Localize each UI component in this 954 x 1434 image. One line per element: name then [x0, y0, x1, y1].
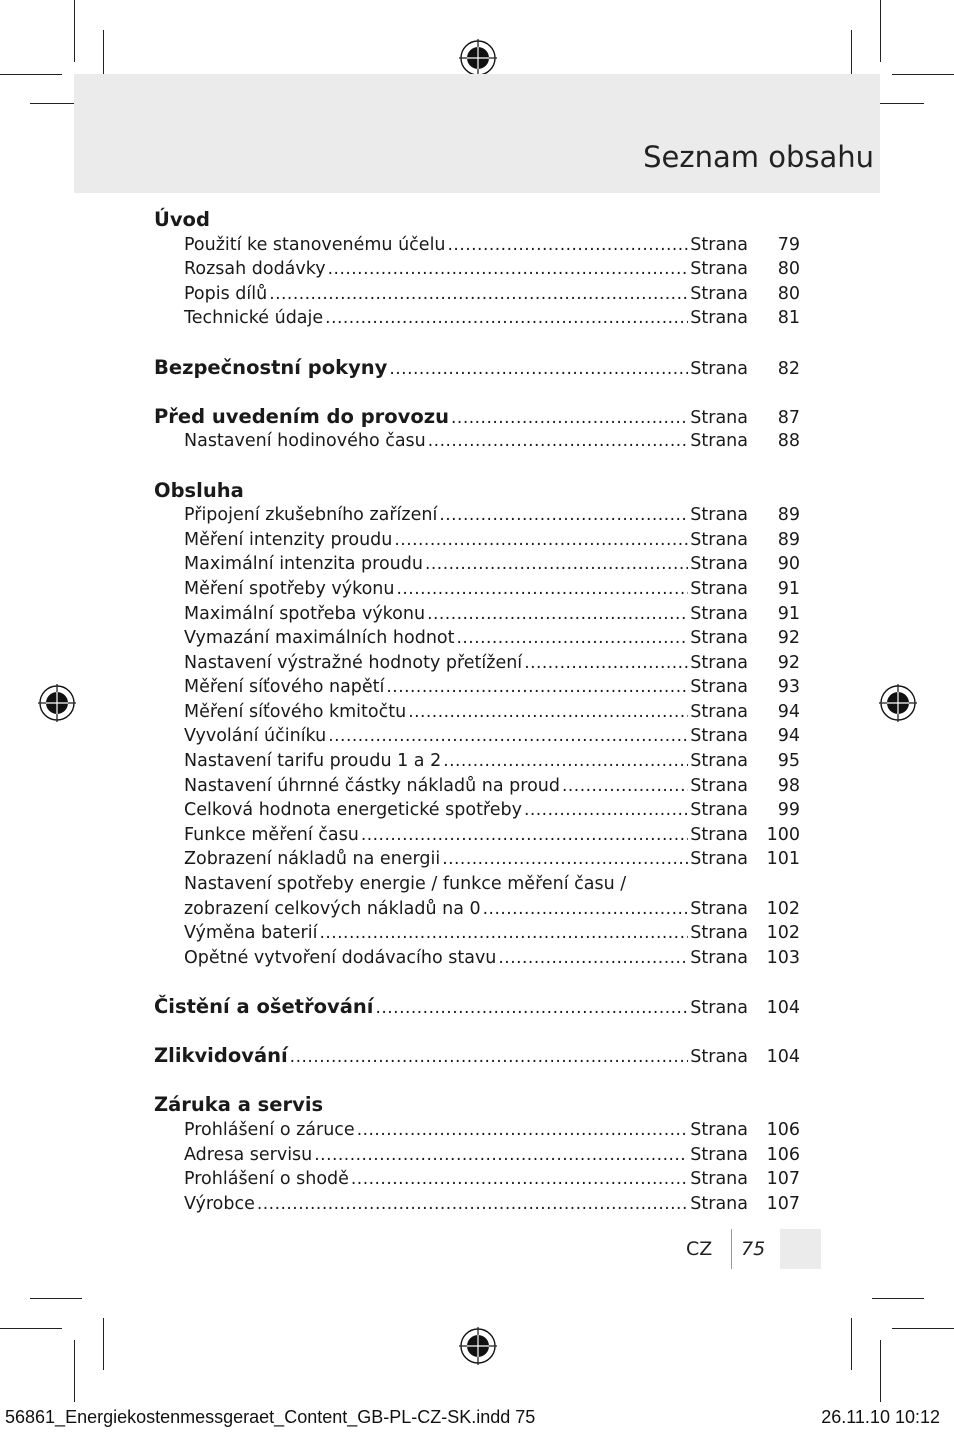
- toc-entry-label: Adresa servisu: [184, 1144, 313, 1165]
- toc-section: [154, 1044, 800, 1069]
- toc-page-prefix: Strana: [690, 1193, 748, 1214]
- toc-leader-dots: [498, 946, 688, 971]
- toc-section: [154, 405, 800, 454]
- toc-page-prefix: Strana: [690, 1119, 748, 1140]
- toc-page-prefix: Strana: [690, 701, 748, 722]
- toc-leader-dots: [427, 602, 688, 627]
- toc-section-heading: [154, 1044, 800, 1069]
- toc-entry-label: Zlikvidování: [154, 1044, 288, 1068]
- toc-entry-label: Technické údaje: [184, 308, 324, 329]
- toc-page-number: 90: [777, 554, 800, 575]
- toc-entry-label: Maximální spotřeba výkonu: [184, 603, 426, 624]
- toc-entry: [154, 724, 800, 749]
- toc-entry-label: Vyvolání účiníku: [184, 726, 327, 747]
- toc-page-number: 92: [777, 628, 800, 649]
- toc-leader-dots: [357, 1118, 689, 1143]
- thumb-tab: [780, 1229, 821, 1269]
- toc-leader-dots: [257, 1192, 688, 1217]
- page-title: Seznam obsahu: [643, 140, 874, 174]
- toc-page-number: 91: [777, 578, 800, 599]
- toc-entry: [154, 798, 800, 823]
- toc-entry-label: Rozsah dodávky: [184, 259, 326, 280]
- toc-page-number: 91: [777, 603, 800, 624]
- toc-leader-dots: [451, 406, 688, 431]
- toc-leader-dots: [396, 577, 688, 602]
- toc-entry: [154, 847, 800, 872]
- registration-mark-icon: [458, 38, 498, 78]
- toc-page-prefix: Strana: [690, 652, 748, 673]
- registration-mark-icon: [458, 1326, 498, 1366]
- toc-entry: [154, 921, 800, 946]
- crop-mark: [0, 74, 62, 75]
- toc-entry: [154, 946, 800, 971]
- crop-mark: [892, 1328, 954, 1329]
- toc-entry-label: Nastavení výstražné hodnoty přetížení: [184, 652, 523, 673]
- toc-entry-label: Nastavení úhrnné částky nákladů na proud: [184, 775, 560, 796]
- toc-leader-dots: [448, 233, 689, 258]
- toc-page-prefix: Strana: [690, 824, 748, 845]
- toc-entry-label: Použití ke stanovenému účelu: [184, 234, 446, 255]
- toc-entry: [154, 651, 800, 676]
- toc-page-prefix: Strana: [690, 751, 748, 772]
- toc-entry-label: Celková hodnota energetické spotřeby: [184, 800, 522, 821]
- toc-entry: [154, 823, 800, 848]
- toc-leader-dots: [314, 1143, 688, 1168]
- crop-mark: [851, 1318, 852, 1370]
- toc-leader-dots: [524, 798, 688, 823]
- toc-entry: [154, 233, 800, 258]
- slug-datetime: 26.11.10 10:12: [821, 1407, 940, 1427]
- toc-entry-label: Zobrazení nákladů na energii: [184, 849, 441, 870]
- toc-page-prefix: Strana: [690, 1047, 748, 1068]
- toc-page-number: 104: [766, 998, 800, 1018]
- toc-page-prefix: Strana: [690, 259, 748, 280]
- toc-page-prefix: Strana: [690, 1169, 748, 1190]
- crop-mark: [74, 1340, 75, 1402]
- toc-entry-line: Nastavení spotřeby energie / funkce měření času /: [184, 874, 627, 895]
- toc-page-number: 89: [777, 529, 800, 550]
- toc-page-number: 92: [777, 652, 800, 673]
- registration-mark-icon: [878, 683, 918, 723]
- toc-page-prefix: Strana: [690, 603, 748, 624]
- registration-mark-icon: [37, 683, 77, 723]
- toc-page-prefix: Strana: [690, 800, 748, 821]
- toc-section-title: Úvod: [154, 208, 210, 231]
- toc-section: [154, 1093, 800, 1216]
- toc-page-prefix: Strana: [690, 554, 748, 575]
- toc-entry-label: zobrazení celkových nákladů na 0: [184, 898, 481, 919]
- toc-page-prefix: Strana: [690, 677, 748, 698]
- toc-page-number: 102: [766, 923, 800, 944]
- toc-page-number: 79: [777, 234, 800, 255]
- toc-page-prefix: Strana: [690, 283, 748, 304]
- toc-entry-label: Funkce měření času: [184, 824, 359, 845]
- toc-entry: [154, 700, 800, 725]
- toc-entry: [154, 1167, 800, 1192]
- toc-leader-dots: [456, 626, 688, 651]
- toc-entry: [154, 626, 800, 651]
- toc-leader-dots: [290, 1045, 689, 1070]
- toc-entry: [154, 1192, 800, 1217]
- toc-leader-dots: [562, 774, 688, 799]
- toc-leader-dots: [351, 1167, 688, 1192]
- toc-page-number: 87: [777, 407, 800, 428]
- toc-entry: [154, 528, 800, 553]
- toc-page-number: 80: [777, 283, 800, 304]
- toc-page-prefix: Strana: [690, 923, 748, 944]
- toc-section: [154, 208, 800, 331]
- toc-section-title: Záruka a servis: [154, 1093, 324, 1117]
- toc-entry-label: Opětné vytvoření dodávacího stavu: [184, 947, 497, 968]
- toc-page-number: 95: [777, 751, 800, 772]
- toc-page-prefix: Strana: [690, 849, 748, 870]
- toc-leader-dots: [524, 651, 688, 676]
- toc-page-prefix: Strana: [690, 505, 748, 526]
- toc-page-number: 99: [777, 800, 800, 821]
- toc-page-prefix: Strana: [690, 407, 748, 428]
- toc-leader-dots: [428, 429, 689, 454]
- toc-page-prefix: Strana: [690, 358, 748, 379]
- page-number: 75: [741, 1238, 766, 1260]
- toc-entry: [154, 306, 800, 331]
- toc-entry-label: Bezpečnostní pokyny: [154, 355, 388, 379]
- toc-page-number: 94: [777, 701, 800, 722]
- toc-page-prefix: Strana: [690, 628, 748, 649]
- toc-entry-label: Prohlášení o záruce: [184, 1119, 355, 1140]
- toc-page-prefix: Strana: [690, 947, 748, 968]
- toc-leader-dots: [425, 552, 688, 577]
- toc-entry-label: Čistění a ošetřování: [154, 995, 374, 1018]
- toc-entry-label: Výměna baterií: [184, 923, 318, 944]
- toc-leader-dots: [408, 700, 688, 725]
- toc-entry: [154, 1143, 800, 1168]
- toc-entry-label: Před uvedením do provozu: [154, 404, 450, 428]
- toc-entry-label: Měření spotřeby výkonu: [184, 578, 395, 599]
- toc-leader-dots: [394, 528, 688, 553]
- toc-leader-dots: [483, 897, 689, 922]
- toc-entry-label: Popis dílů: [184, 283, 268, 304]
- toc-page-prefix: Strana: [690, 898, 748, 919]
- toc-leader-dots: [325, 306, 688, 331]
- crop-mark: [103, 1318, 104, 1370]
- crop-mark: [880, 0, 881, 62]
- toc-page-number: 88: [777, 431, 800, 452]
- toc-entry-label: Nastavení tarifu proudu 1 a 2: [184, 751, 442, 772]
- toc-entry: [154, 897, 800, 922]
- toc-page-number: 107: [766, 1169, 800, 1190]
- toc-page-prefix: Strana: [690, 234, 748, 255]
- toc-page-prefix: Strana: [690, 998, 748, 1018]
- toc-entry: [154, 257, 800, 282]
- crop-mark: [30, 1298, 82, 1299]
- footer-divider: [731, 1229, 732, 1269]
- toc-page-number: 101: [766, 849, 800, 870]
- toc-section: [154, 995, 800, 1020]
- toc-entry-label: Výrobce: [184, 1193, 255, 1214]
- toc-page-prefix: Strana: [690, 431, 748, 452]
- toc-entry-label: Prohlášení o shodě: [184, 1169, 349, 1190]
- toc-page-number: 100: [766, 824, 800, 845]
- toc-entry: [154, 282, 800, 307]
- toc-section: [154, 479, 800, 971]
- toc-entry: [154, 749, 800, 774]
- toc-entry-label: Měření síťového kmitočtu: [184, 701, 407, 722]
- toc-page-number: 89: [777, 505, 800, 526]
- toc-section-heading: [154, 356, 800, 381]
- slug-filename: 56861_Energiekostenmessgeraet_Content_GB-PL-CZ-SK.indd 75: [5, 1407, 536, 1427]
- toc-leader-dots: [319, 921, 688, 946]
- toc-page-number: 80: [777, 259, 800, 280]
- toc-page-prefix: Strana: [690, 775, 748, 796]
- toc-entry-label: Nastavení hodinového času: [184, 431, 426, 452]
- crop-mark: [74, 0, 75, 62]
- toc-page-prefix: Strana: [690, 529, 748, 550]
- toc-page-number: 93: [777, 677, 800, 698]
- toc-entry-label: Vymazání maximálních hodnot: [184, 628, 455, 649]
- toc-page-prefix: Strana: [690, 308, 748, 329]
- toc-page-prefix: Strana: [690, 578, 748, 599]
- toc-page-number: 103: [766, 947, 800, 968]
- toc-page-prefix: Strana: [690, 726, 748, 747]
- toc-entry: [154, 429, 800, 454]
- toc-entry: [154, 602, 800, 627]
- toc-page-prefix: Strana: [690, 1144, 748, 1165]
- toc-entry-label: Měření síťového napětí: [184, 677, 385, 698]
- toc-page-number: 98: [777, 775, 800, 796]
- toc-page-number: 102: [766, 898, 800, 919]
- toc-entry-label: Maximální intenzita proudu: [184, 554, 423, 575]
- crop-mark: [872, 1298, 924, 1299]
- toc-entry: [154, 552, 800, 577]
- toc-page-number: 106: [766, 1144, 800, 1165]
- toc-entry: [154, 1118, 800, 1143]
- toc-entry: [154, 577, 800, 602]
- toc-entry-label: Připojení zkušebního zařízení: [184, 505, 438, 526]
- toc-entry-label: Měření intenzity proudu: [184, 529, 393, 550]
- toc-leader-dots: [361, 823, 688, 848]
- toc-leader-dots: [443, 749, 688, 774]
- toc-leader-dots: [375, 996, 688, 1021]
- toc-leader-dots: [269, 282, 688, 307]
- toc-entry: [154, 774, 800, 799]
- toc-leader-dots: [439, 503, 688, 528]
- toc-page-number: 106: [766, 1119, 800, 1140]
- crop-mark: [880, 1340, 881, 1402]
- toc-entry: [154, 675, 800, 700]
- toc-leader-dots: [442, 847, 688, 872]
- toc-page-number: 82: [777, 358, 800, 379]
- toc-section-title: Obsluha: [154, 478, 244, 502]
- toc-leader-dots: [389, 357, 688, 382]
- toc-section-heading: [154, 995, 800, 1020]
- toc-leader-dots: [328, 257, 689, 282]
- toc-entry: [154, 503, 800, 528]
- toc-page-number: 81: [777, 308, 800, 329]
- table-of-contents: [154, 208, 800, 1241]
- toc-section-heading: [154, 405, 800, 430]
- toc-section: [154, 356, 800, 381]
- language-code: CZ: [686, 1238, 713, 1260]
- toc-leader-dots: [328, 724, 688, 749]
- toc-leader-dots: [386, 675, 688, 700]
- crop-mark: [0, 1328, 62, 1329]
- toc-page-number: 94: [777, 726, 800, 747]
- toc-page-number: 104: [766, 1047, 800, 1068]
- header-band: [74, 74, 880, 193]
- toc-page-number: 107: [766, 1193, 800, 1214]
- crop-mark: [892, 74, 954, 75]
